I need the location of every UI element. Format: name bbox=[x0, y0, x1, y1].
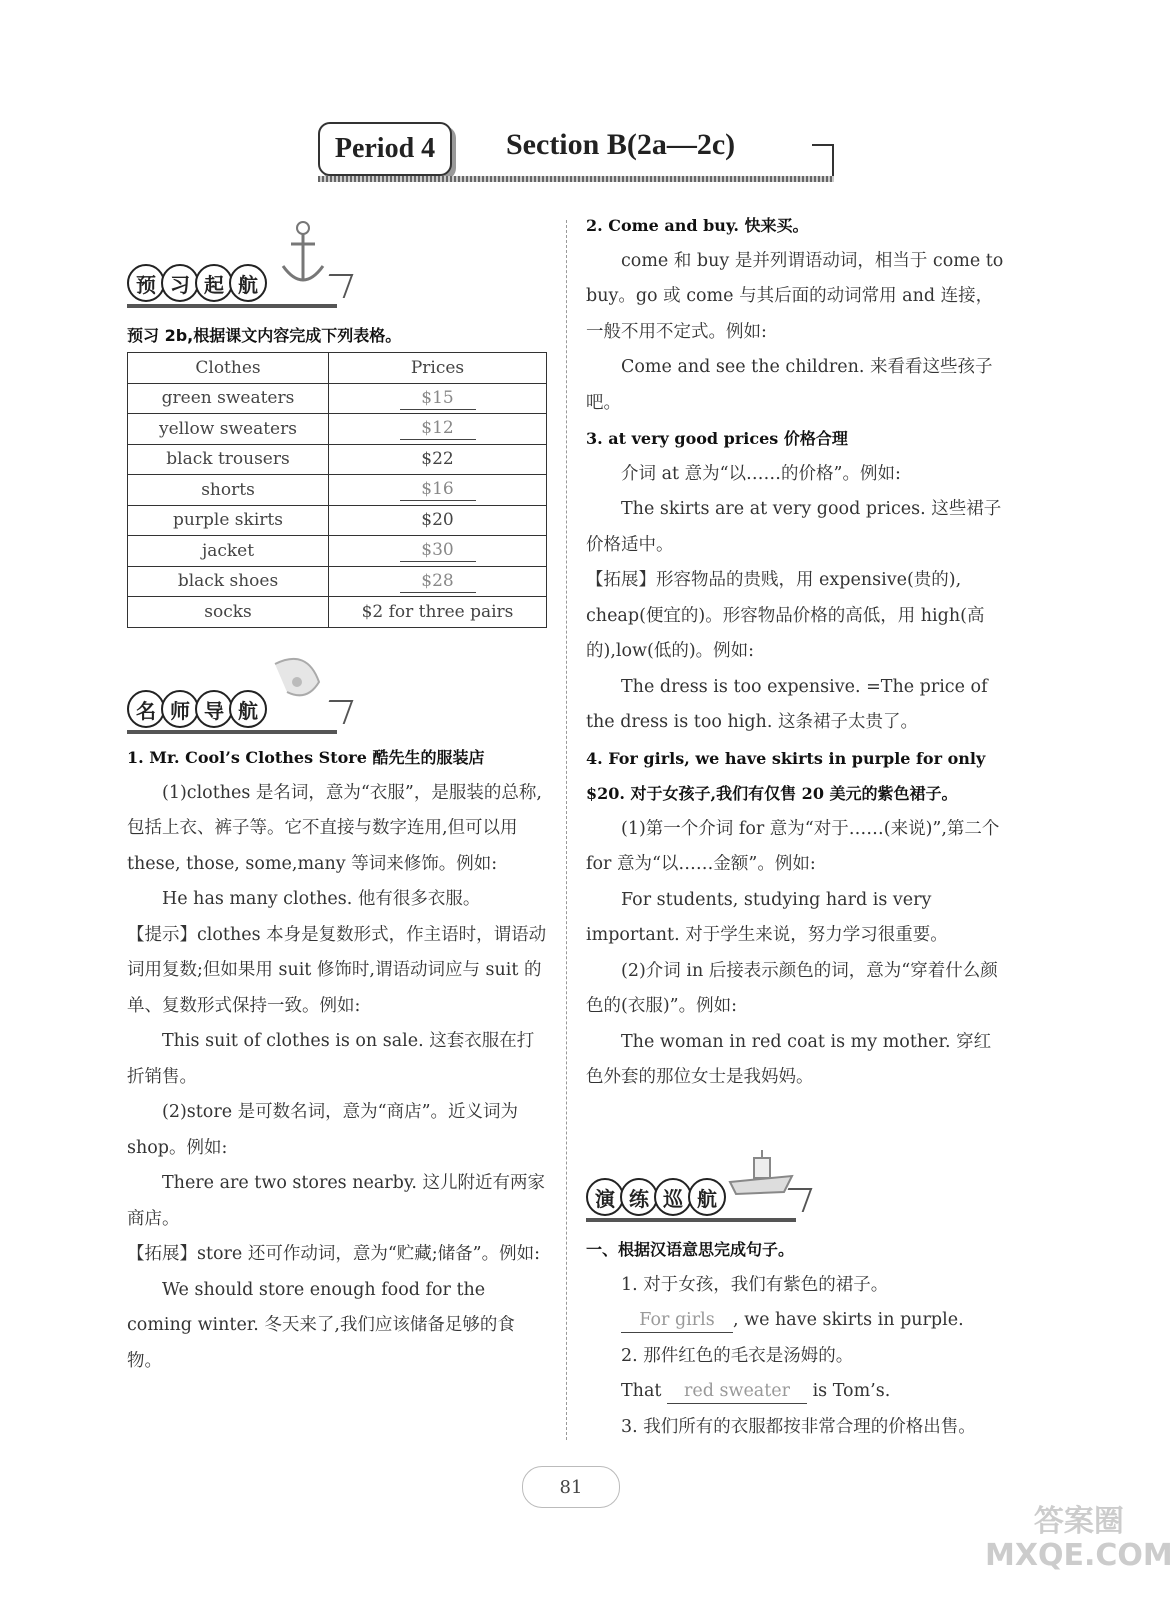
table-row bbox=[128, 536, 547, 567]
preview-instruction: 预习 2b,根据课文内容完成下列表格。 bbox=[127, 326, 402, 345]
section-title: Section B(2a—2c) bbox=[506, 128, 736, 161]
watermark: 答案圈 MXQE.COM bbox=[985, 1504, 1173, 1573]
table-row bbox=[128, 566, 547, 597]
paragraph: (2)介词 in 后接表示颜色的词，意为“穿着什么颜色的(衣服)”。例如: bbox=[586, 960, 998, 1016]
item-heading: 4. For girls, we have skirts in purple for only $20. 对于女孩子,我们有仅售 20 美元的紫色裙子。 bbox=[586, 748, 986, 803]
page-title-bar bbox=[318, 122, 834, 180]
badge-char: 预 bbox=[127, 264, 165, 302]
tip-paragraph: 【提示】clothes 本身是复数形式，作主语时，谓语动词用复数;但如果用 suit 修饰时,谓语动词应与 suit 的单、复数形式保持一致。例如: bbox=[127, 924, 547, 1016]
paragraph: come 和 buy 是并列谓语动词，相当于 come to buy。go 或 come 与其后面的动词常用 and 连接，一般不用不定式。例如: bbox=[586, 250, 1004, 342]
right-column bbox=[586, 208, 1006, 1096]
item-heading: 1. Mr. Cool’s Clothes Store 酷先生的服装店 bbox=[127, 748, 485, 767]
badge-char: 航 bbox=[688, 1178, 726, 1216]
period-label: Period 4 bbox=[318, 122, 452, 176]
example-sentence: This suit of clothes is on sale. 这套衣服在打折销售。 bbox=[127, 1031, 535, 1087]
exercise-question: 2. 那件红色的毛衣是汤姆的。 bbox=[621, 1345, 854, 1366]
table-row bbox=[128, 383, 547, 414]
table-cell: purple skirts bbox=[128, 505, 329, 536]
table-cell: jacket bbox=[128, 536, 329, 567]
left-column bbox=[127, 740, 547, 1379]
badge-char: 航 bbox=[229, 264, 267, 302]
exercise-answer-line bbox=[586, 1374, 1006, 1410]
handwritten-answer: $28 bbox=[400, 570, 476, 593]
table-cell bbox=[329, 536, 547, 567]
table-cell: socks bbox=[128, 597, 329, 628]
example-sentence: The woman in red coat is my mother. 穿红色外套的那位女士是我妈妈。 bbox=[586, 1031, 992, 1087]
table-cell: yellow sweaters bbox=[128, 414, 329, 445]
example-sentence: He has many clothes. 他有很多衣服。 bbox=[162, 889, 481, 909]
title-underline bbox=[318, 176, 834, 182]
badge-char: 练 bbox=[620, 1178, 658, 1216]
table-row bbox=[128, 475, 547, 506]
badge-underline bbox=[586, 1218, 796, 1222]
handwritten-answer: $16 bbox=[400, 478, 476, 501]
exercise-question: 3. 我们所有的衣服都按非常合理的价格出售。 bbox=[621, 1416, 976, 1437]
compass-icon bbox=[267, 652, 327, 712]
table-cell bbox=[329, 383, 547, 414]
handwritten-answer: $15 bbox=[400, 387, 476, 410]
exercise-question: 1. 对于女孩，我们有紫色的裙子。 bbox=[621, 1274, 889, 1295]
item-heading: 3. at very good prices 价格合理 bbox=[586, 429, 848, 448]
extension-paragraph: 【拓展】store 还可作动词，意为“贮藏;储备”。例如: bbox=[127, 1244, 541, 1264]
table-cell: green sweaters bbox=[128, 383, 329, 414]
badge-char: 师 bbox=[161, 690, 199, 728]
handwritten-answer: $30 bbox=[400, 539, 476, 562]
column-divider bbox=[566, 220, 567, 1440]
badge-char: 导 bbox=[195, 690, 233, 728]
paragraph: (1)clothes 是名词，意为“衣服”，是服装的总称,包括上衣、裤子等。它不直接与数字连用,但可以用 these, those, some,many 等词来修饰。例如: bbox=[127, 782, 542, 874]
example-sentence: For students, studying hard is very important. 对于学生来说，努力学习很重要。 bbox=[586, 889, 948, 945]
example-sentence: The dress is too expensive. =The price of the dress is too high. 这条裙子太贵了。 bbox=[586, 676, 988, 732]
exercise-title: 一、根据汉语意思完成句子。 bbox=[586, 1240, 795, 1259]
badge-char: 习 bbox=[161, 264, 199, 302]
sentence-start: That bbox=[621, 1381, 662, 1401]
table-header-row bbox=[128, 353, 547, 384]
table-row bbox=[128, 597, 547, 628]
table-row bbox=[128, 505, 547, 536]
table-row bbox=[128, 414, 547, 445]
anchor-icon bbox=[277, 218, 329, 298]
badge-char: 巡 bbox=[654, 1178, 692, 1216]
paragraph: (2)store 是可数名词，意为“商店”。近义词为 shop。例如: bbox=[127, 1102, 519, 1158]
exercise-answer-line bbox=[586, 1303, 1006, 1339]
badge-underline bbox=[127, 730, 337, 734]
table-header: Prices bbox=[329, 353, 547, 384]
table-row bbox=[128, 444, 547, 475]
price-table bbox=[127, 352, 547, 628]
table-cell: $22 bbox=[329, 444, 547, 475]
item-heading: 2. Come and buy. 快来买。 bbox=[586, 216, 809, 235]
example-sentence: The skirts are at very good prices. 这些裙子价格适中。 bbox=[586, 499, 1002, 555]
practice-badge bbox=[586, 1172, 808, 1222]
badge-char: 演 bbox=[586, 1178, 624, 1216]
ship-icon bbox=[726, 1148, 796, 1198]
table-cell: black trousers bbox=[128, 444, 329, 475]
table-cell: $20 bbox=[329, 505, 547, 536]
table-header: Clothes bbox=[128, 353, 329, 384]
badge-char: 航 bbox=[229, 690, 267, 728]
handwritten-answer: $12 bbox=[400, 417, 476, 440]
answer-blank: red sweater bbox=[667, 1379, 807, 1404]
title-corner-decoration bbox=[812, 144, 834, 176]
sentence-rest: , we have skirts in purple. bbox=[733, 1310, 964, 1330]
page-number: 81 bbox=[522, 1466, 620, 1508]
badge-char: 起 bbox=[195, 264, 233, 302]
paragraph: 介词 at 意为“以……的价格”。例如: bbox=[621, 463, 901, 484]
table-cell bbox=[329, 414, 547, 445]
badge-underline bbox=[127, 304, 337, 308]
table-cell: $2 for three pairs bbox=[329, 597, 547, 628]
paragraph: (1)第一个介词 for 意为“对于……(来说)”,第二个 for 意为“以……金额”。例如: bbox=[586, 818, 1000, 874]
example-sentence: There are two stores nearby. 这儿附近有两家商店。 bbox=[127, 1173, 546, 1229]
example-sentence: Come and see the children. 来看看这些孩子吧。 bbox=[586, 357, 993, 413]
table-cell bbox=[329, 566, 547, 597]
answer-blank: For girls bbox=[621, 1308, 733, 1333]
extension-paragraph: 【拓展】形容物品的贵贱，用 expensive(贵的), cheap(便宜的)。形容物品价格的高低，用 high(高的),low(低的)。例如: bbox=[586, 570, 985, 661]
teacher-badge bbox=[127, 684, 349, 734]
badge-char: 名 bbox=[127, 690, 165, 728]
table-cell bbox=[329, 475, 547, 506]
example-sentence: We should store enough food for the coming winter. 冬天来了,我们应该储备足够的食物。 bbox=[127, 1279, 515, 1371]
sentence-rest: is Tom’s. bbox=[812, 1381, 891, 1401]
table-cell: black shoes bbox=[128, 566, 329, 597]
table-cell: shorts bbox=[128, 475, 329, 506]
preview-badge bbox=[127, 258, 349, 308]
exercise-section bbox=[586, 1232, 1006, 1445]
